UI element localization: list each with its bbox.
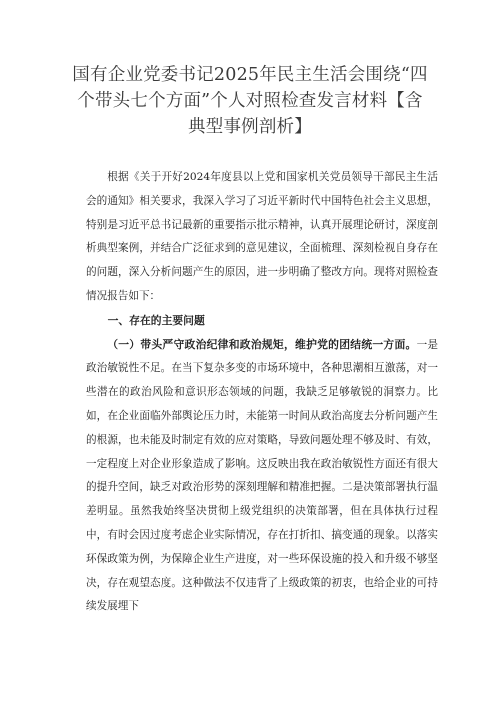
section-heading: 一、存在的主要问题 [107, 313, 205, 327]
subsection-body: 一是政治敏锐性不足。在当下复杂多变的市场环境中，各种思潮相互激荡，对一些潜在的政治风险和意识形态领域的问题，我缺乏足够敏锐的洞察力。比如，在企业面临外部舆论压力时，未能第一时间从政治高度去分析问题产生的根源，也未能及时制定有效的应对策略，导致问题处理不够及时、有效，一定程度上对企业形象造成了影响。这反映出我在政治敏锐性方面还有很大的提升空间，缺乏对政治形势的深刻理解和精准把握。二是决策部署执行温差明显。虽然我始终坚决贯彻上级党组织的决策部署，但在具体执行过程中，有时会因过度考虑企业实际情况，存在打折扣、搞变通的现象。以落实环保政策为例，为保障企业生产进度，对一些环保设施的投入和升级不够坚决，存在观望态度。这种做法不仅违背了上级政策的初衷，也给企业的可持续发展埋下 [86, 338, 439, 613]
document-body [86, 166, 438, 619]
intro-paragraph: 根据《关于开好2024年度县以上党和国家机关党员领导干部民主生活会的通知》相关要求，我深入学习了习近平新时代中国特色社会主义思想，特别是习近平总书记最新的重要指示批示精神，认真开展理论研讨，深度剖析典型案例，并结合广泛征求到的意见建议，全面梳理、深刻检视自身存在的问题，深入分析问题产生的原因，进一步明确了整改方向。现将对照检查情况报告如下： [86, 171, 438, 302]
document-title: 国有企业党委书记2025年民主生活会围绕“四个带头七个方面”个人对照检查发言材料【含典型事例剖析】 [72, 65, 428, 137]
subsection-paragraph [86, 333, 438, 620]
subsection-lead: （一）带头严守政治纪律和政治规矩，维护党的团结统一方面。 [107, 337, 417, 351]
